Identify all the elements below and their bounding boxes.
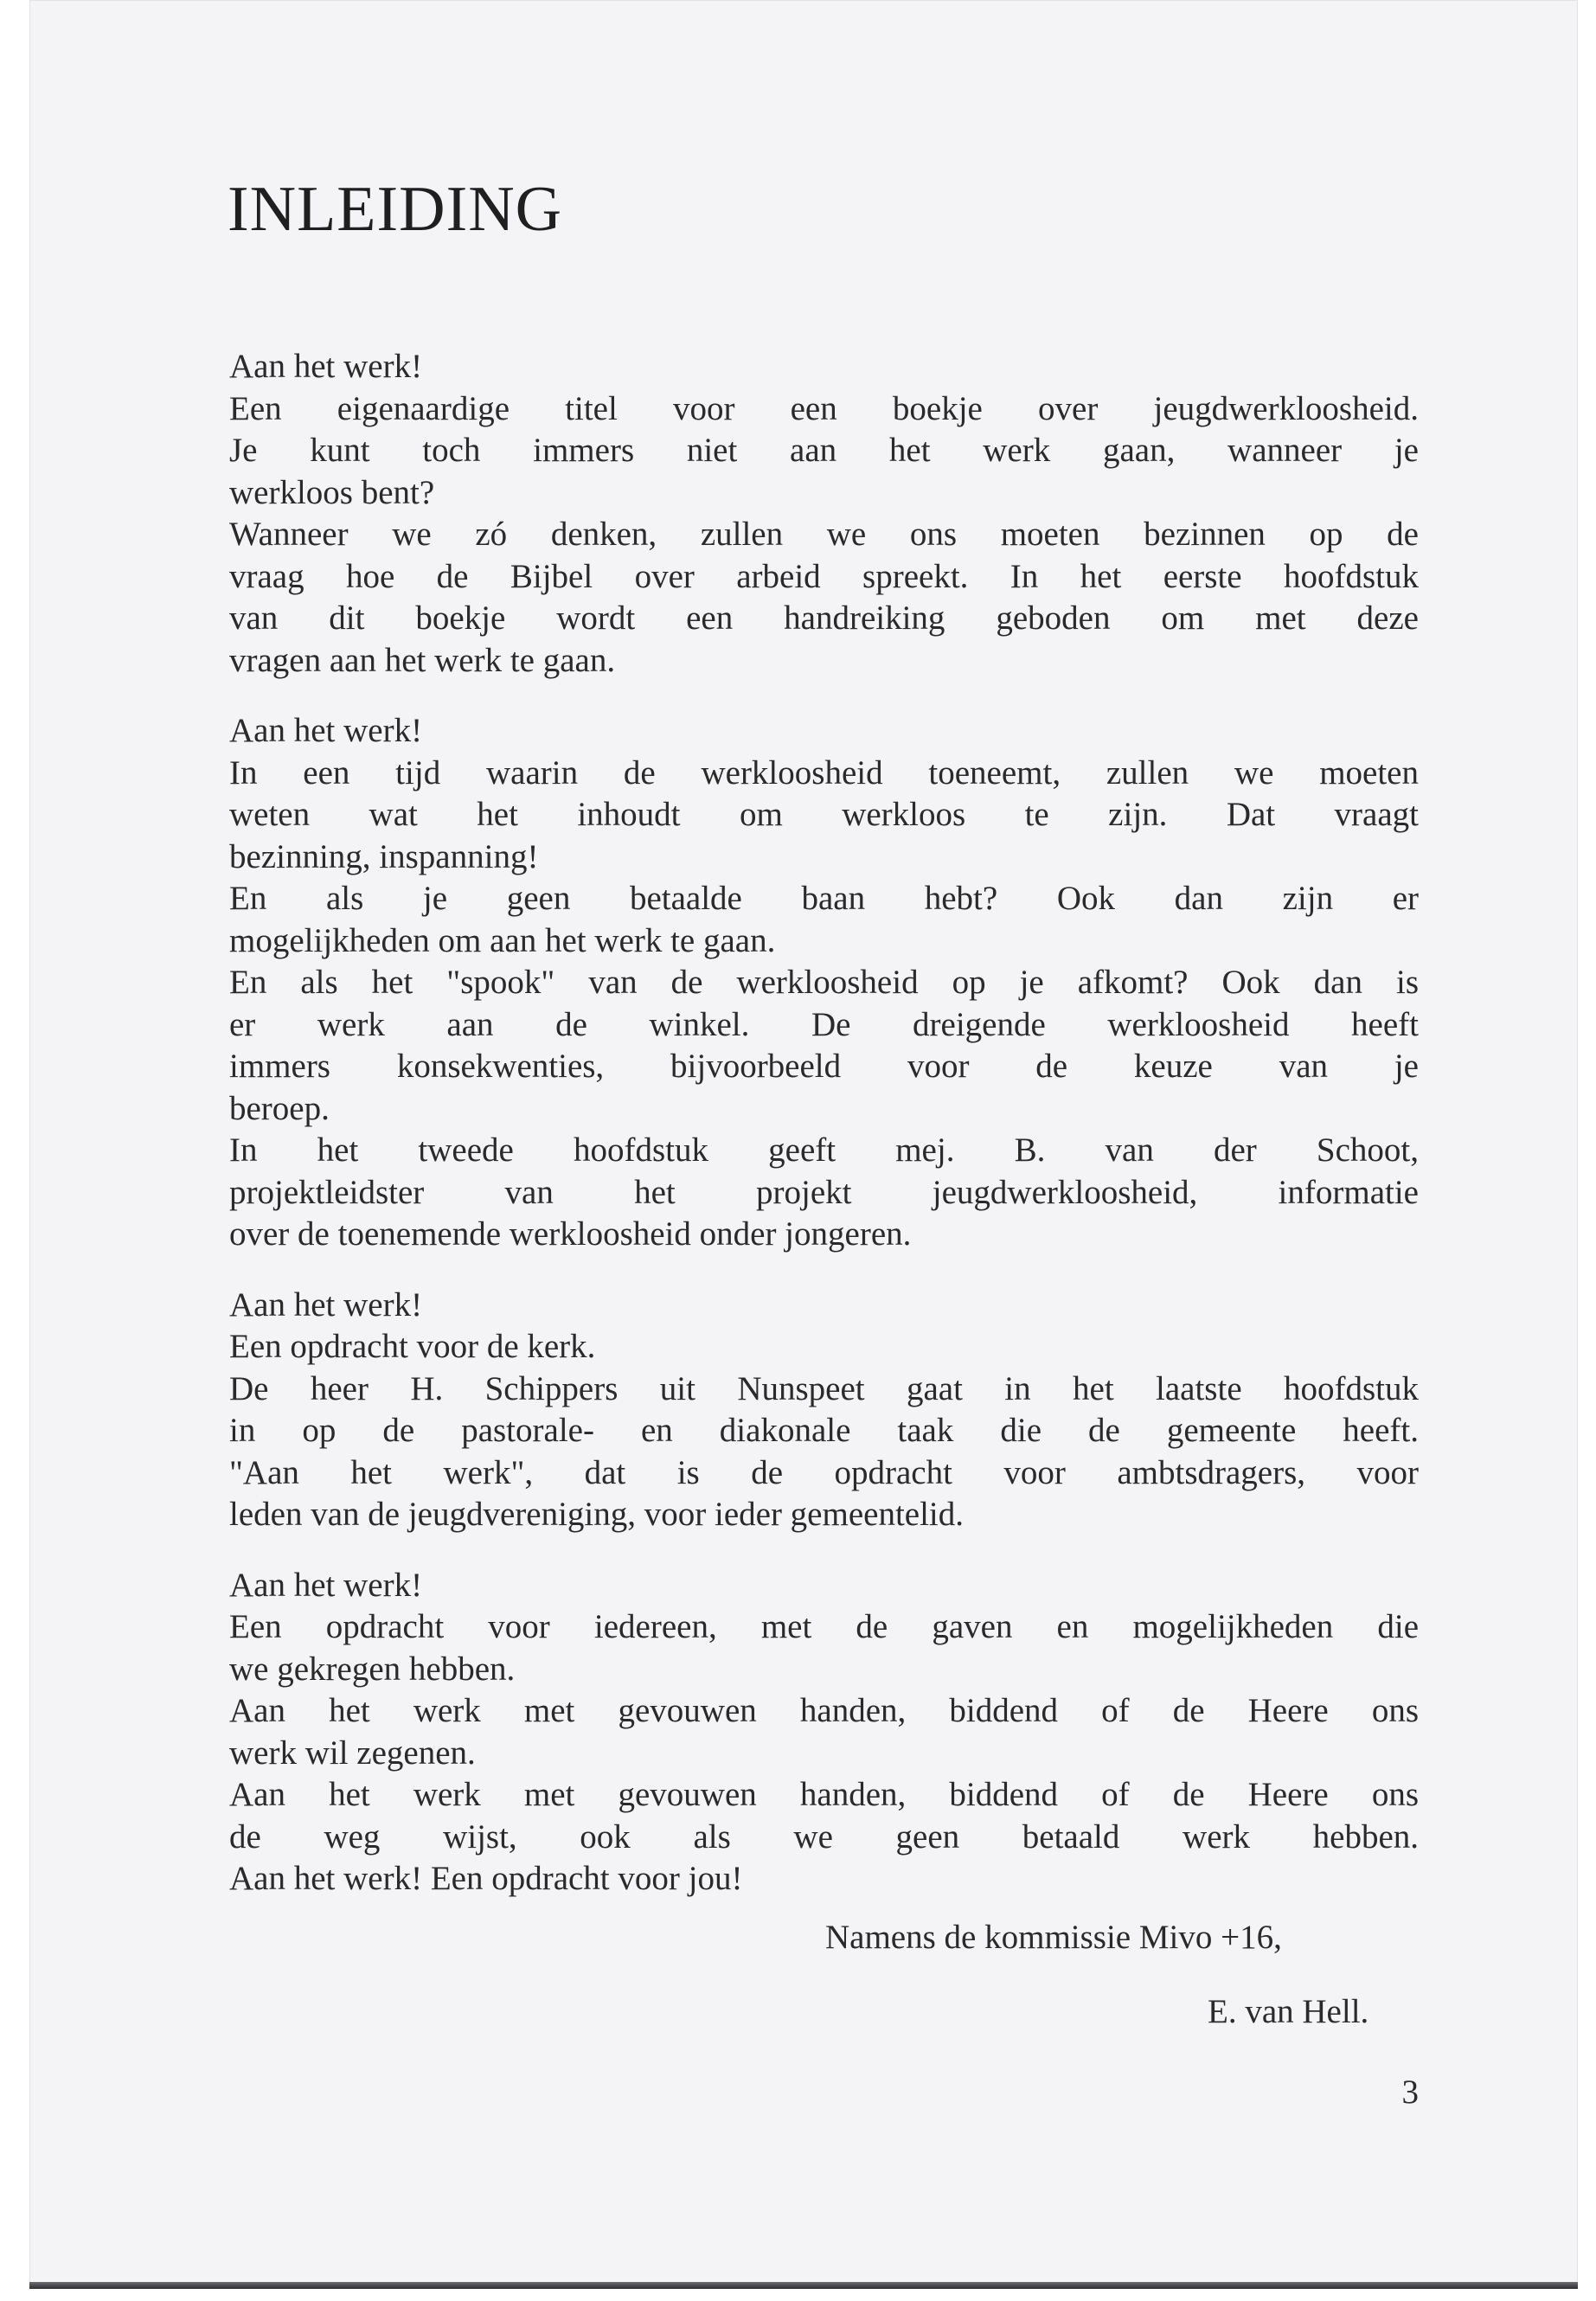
page-bottom-edge [29, 2282, 1578, 2289]
text-line: En als het "spook" van de werkloosheid op je afkomt? Ook dan is [229, 964, 1419, 1001]
page-title: INLEIDING [228, 174, 563, 245]
text-line: Aan het werk! [229, 348, 423, 385]
text-line: vraag hoe de Bijbel over arbeid spreekt. In het eerste hoofdstuk [229, 557, 1419, 595]
paragraph [229, 710, 1419, 1256]
text-line: we gekregen hebben. [229, 1650, 516, 1688]
text-line: "Aan het werk", dat is de opdracht voor ambtsdragers, voor [229, 1453, 1419, 1491]
text-line: De heer H. Schippers uit Nunspeet gaat in het laatste hoofdstuk [229, 1369, 1419, 1407]
text-line: Aan het werk met gevouwen handen, biddend of de Heere ons [229, 1692, 1419, 1729]
text-line: werkloos bent? [229, 473, 435, 511]
paragraph [229, 346, 1419, 682]
document-body [229, 346, 1419, 1929]
text-line: Aan het werk! [229, 1285, 423, 1324]
text-line: over de toenemende werkloosheid onder jongeren. [229, 1215, 912, 1253]
text-line: En als je geen betaalde baan hebt? Ook dan zijn er [229, 880, 1419, 917]
text-line: Aan het werk met gevouwen handen, biddend of de Heere ons [229, 1776, 1419, 1813]
text-line: Aan het werk! [229, 1566, 423, 1604]
text-line: van dit boekje wordt een handreiking geboden om met deze [229, 599, 1419, 637]
text-line: weten wat het inhoudt om werkloos te zijn. Dat vraagt [229, 796, 1419, 833]
text-line: Een opdracht voor de kerk. [229, 1328, 596, 1365]
text-line: leden van de jeugdvereniging, voor ieder gemeentelid. [229, 1496, 965, 1533]
text-line: immers konsekwenties, bijvoorbeeld voor de keuze van je [229, 1048, 1419, 1085]
text-line: beroep. [229, 1089, 330, 1127]
text-line: er werk aan de winkel. De dreigende werkloosheid heeft [229, 1005, 1419, 1043]
text-line: bezinning, inspanning! [229, 837, 539, 875]
text-line: In het tweede hoofdstuk geeft mej. B. van der Schoot, [229, 1131, 1419, 1169]
signature-name: E. van Hell. [1208, 1993, 1369, 2030]
text-line: Aan het werk! Een opdracht voor jou! [229, 1860, 743, 1897]
text-line: Een opdracht voor iedereen, met de gaven en mogelijkheden die [229, 1608, 1419, 1645]
text-line: Een eigenaardige titel voor een boekje over jeugdwerkloosheid. [229, 389, 1419, 427]
text-line: de weg wijst, ook als we geen betaald werk hebben. [229, 1817, 1419, 1856]
text-line: werk wil zegenen. [229, 1734, 476, 1772]
text-line: In een tijd waarin de werkloosheid toeneemt, zullen we moeten [229, 753, 1419, 792]
text-line: projektleidster van het projekt jeugdwerkloosheid, informatie [229, 1173, 1419, 1211]
text-line: Je kunt toch immers niet aan het werk gaan, wanneer je [229, 432, 1419, 469]
paragraph [229, 1285, 1419, 1536]
paragraph [229, 1565, 1419, 1900]
text-line: Aan het werk! [229, 712, 423, 749]
text-line: mogelijkheden om aan het werk te gaan. [229, 921, 776, 959]
text-line: in op de pastorale- en diakonale taak die de gemeente heeft. [229, 1412, 1419, 1449]
page-number: 3 [1401, 2073, 1419, 2111]
text-line: Wanneer we zó denken, zullen we ons moeten bezinnen op de [229, 516, 1419, 553]
text-line: vragen aan het werk te gaan. [229, 641, 616, 679]
signature-committee: Namens de kommissie Mivo +16, [825, 1919, 1282, 1956]
